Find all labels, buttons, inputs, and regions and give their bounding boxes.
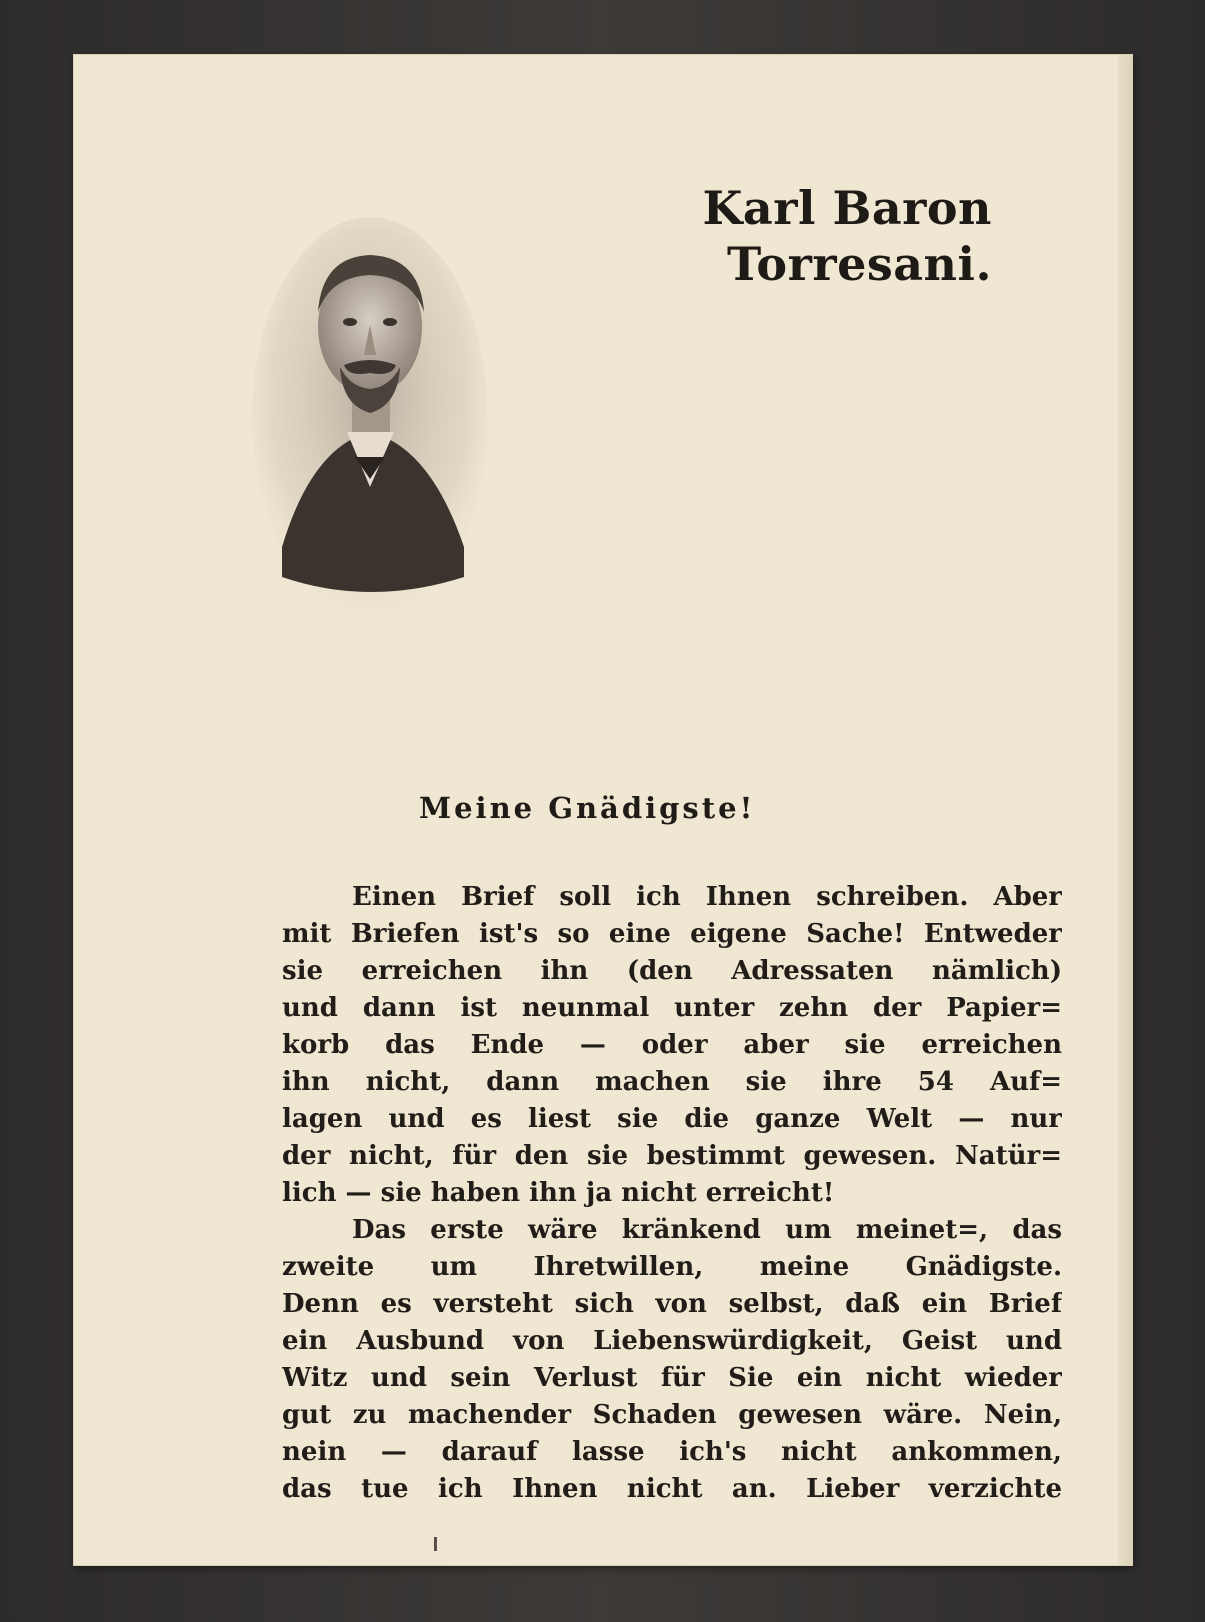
body-line: gut zu machender Schaden gewesen wäre. Nein, [282,1400,1062,1430]
body-line: der nicht, für den sie bestimmt gewesen. Natür= [282,1141,1062,1171]
body-line: korb das Ende — oder aber sie erreichen [282,1030,1062,1060]
body-line: lagen und es liest sie die ganze Welt — nur [282,1104,1062,1134]
body-line: Einen Brief soll ich Ihnen schreiben. Aber [352,882,1062,912]
body-line: Denn es versteht sich von selbst, daß ein Brief [282,1289,1062,1319]
portrait-photo-icon [252,217,487,617]
document-heading [702,180,992,292]
heading-line-1: Karl Baron [702,181,992,235]
body-line: Das erste wäre kränkend um meinet=, das [352,1215,1062,1245]
body-line: mit Briefen ist's so eine eigene Sache! Entweder [282,919,1062,949]
document-page [74,55,1132,1565]
salutation: Meine Gnädigste! [419,791,756,825]
body-line: ihn nicht, dann machen sie ihre 54 Auf= [282,1067,1062,1097]
body-line: zweite um Ihretwillen, meine Gnädigste. [282,1252,1062,1282]
heading-line-2: Torresani. [726,237,992,291]
body-line: nein — darauf lasse ich's nicht ankommen, [282,1437,1062,1467]
body-line: und dann ist neunmal unter zehn der Papier= [282,993,1062,1023]
letter-body [282,879,1062,1508]
body-line: lich — sie haben ihn ja nicht erreicht! [282,1178,835,1208]
body-line: das tue ich Ihnen nicht an. Lieber verzichte [282,1474,1062,1504]
page-mark [434,1537,437,1551]
page-edge [1118,55,1132,1565]
body-line: sie erreichen ihn (den Adressaten nämlich) [282,956,1062,986]
body-line: ein Ausbund von Liebenswürdigkeit, Geist und [282,1326,1062,1356]
body-line: Witz und sein Verlust für Sie ein nicht wieder [282,1363,1062,1393]
